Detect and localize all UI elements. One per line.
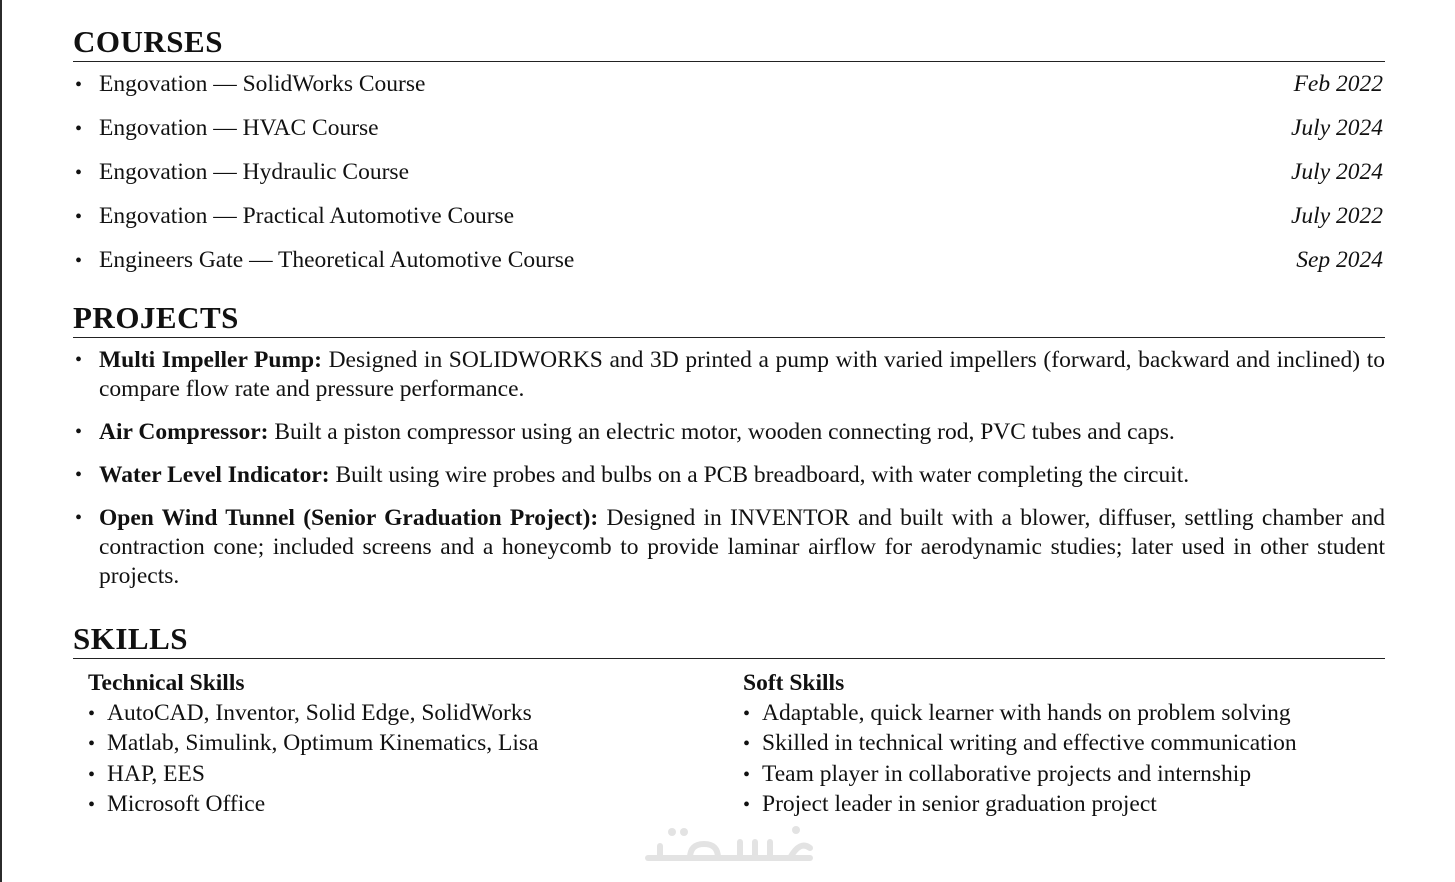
skill-text: Skilled in technical writing and effective communication [762,730,1297,756]
technical-skills-heading: Technical Skills [88,670,245,696]
project-description: Built a piston compressor using an electric motor, wooden connecting rod, PVC tubes and caps. [274,419,1175,445]
technical-skills-column [88,669,743,821]
course-item [73,194,1385,238]
project-description: Designed in INVENTOR and built with a blower, diffuser, settling chamber and contraction cone; included screens and a honeycomb to provide laminar airflow for aerodynamic studies; later used in other student projects. [99,505,1386,589]
course-date: Sep 2024 [1296,247,1383,273]
bullet-icon: • [75,250,83,272]
skills-section [73,623,1385,821]
course-item [73,150,1385,194]
soft-skills-heading: Soft Skills [743,670,845,696]
bullet-icon: • [75,206,83,228]
project-label: Air Compressor: [99,419,269,445]
courses-list [73,62,1385,282]
bullet-icon: • [75,464,83,486]
project-description: Built using wire probes and bulbs on a PCB breadboard, with water completing the circuit. [335,462,1190,488]
watermark-logo [640,818,820,868]
bullet-icon: • [88,763,96,786]
project-item [73,461,1385,490]
page-left-edge [0,0,2,882]
course-item [73,238,1385,282]
course-name: Engovation — Hydraulic Course [99,159,410,185]
projects-heading: PROJECTS [73,302,1385,338]
skill-text: Matlab, Simulink, Optimum Kinematics, Lisa [107,730,539,756]
course-date: July 2024 [1290,115,1383,141]
skills-heading: SKILLS [73,623,1385,659]
course-date: Feb 2022 [1293,71,1383,97]
soft-skills-column [743,669,1383,821]
project-label: Open Wind Tunnel (Senior Graduation Project): [99,505,599,531]
skill-text: Team player in collaborative projects and internship [762,760,1252,787]
bullet-icon: • [743,702,751,725]
bullet-icon: • [75,349,83,371]
project-description: Designed in SOLIDWORKS and 3D printed a pump with varied impellers (forward, backward and inclined) to compare flow rate and pressure performance. [99,347,1385,402]
skill-item [743,699,1383,730]
projects-section [73,302,1385,605]
skill-item [88,729,743,760]
courses-heading: COURSES [73,26,1385,62]
skill-text: HAP, EES [107,760,205,787]
project-label: Water Level Indicator: [99,462,330,488]
bullet-icon: • [75,507,83,529]
project-item [73,346,1385,404]
course-name: Engovation — Practical Automotive Course [99,203,515,229]
bullet-icon: • [743,794,751,816]
course-item [73,62,1385,106]
bullet-icon: • [75,74,83,96]
bullet-icon: • [743,763,751,786]
course-name: Engovation — SolidWorks Course [99,71,426,97]
bullet-icon: • [88,733,96,755]
course-date: July 2024 [1290,159,1383,185]
bullet-icon: • [75,421,83,443]
bullet-icon: • [75,118,83,140]
skill-text: Microsoft Office [107,791,266,817]
skill-item [743,760,1383,791]
skill-text: Adaptable, quick learner with hands on problem solving [762,699,1291,726]
course-name: Engovation — HVAC Course [99,115,379,141]
skill-text: AutoCAD, Inventor, Solid Edge, SolidWorks [107,699,532,726]
courses-section [73,26,1385,282]
skill-item [88,790,743,821]
bullet-icon: • [75,162,83,184]
skill-item [743,729,1383,760]
course-name: Engineers Gate — Theoretical Automotive Course [99,247,575,273]
skills-grid [73,669,1385,821]
project-item [73,418,1385,447]
bullet-icon: • [88,702,96,725]
skill-item [88,699,743,730]
skill-item [88,760,743,791]
skill-item [743,790,1383,821]
project-label: Multi Impeller Pump: [99,347,322,373]
bullet-icon: • [743,733,751,755]
course-date: July 2022 [1290,203,1383,229]
skill-text: Project leader in senior graduation project [762,791,1157,817]
course-item [73,106,1385,150]
projects-list [73,346,1385,591]
bullet-icon: • [88,794,96,816]
project-item [73,504,1385,591]
